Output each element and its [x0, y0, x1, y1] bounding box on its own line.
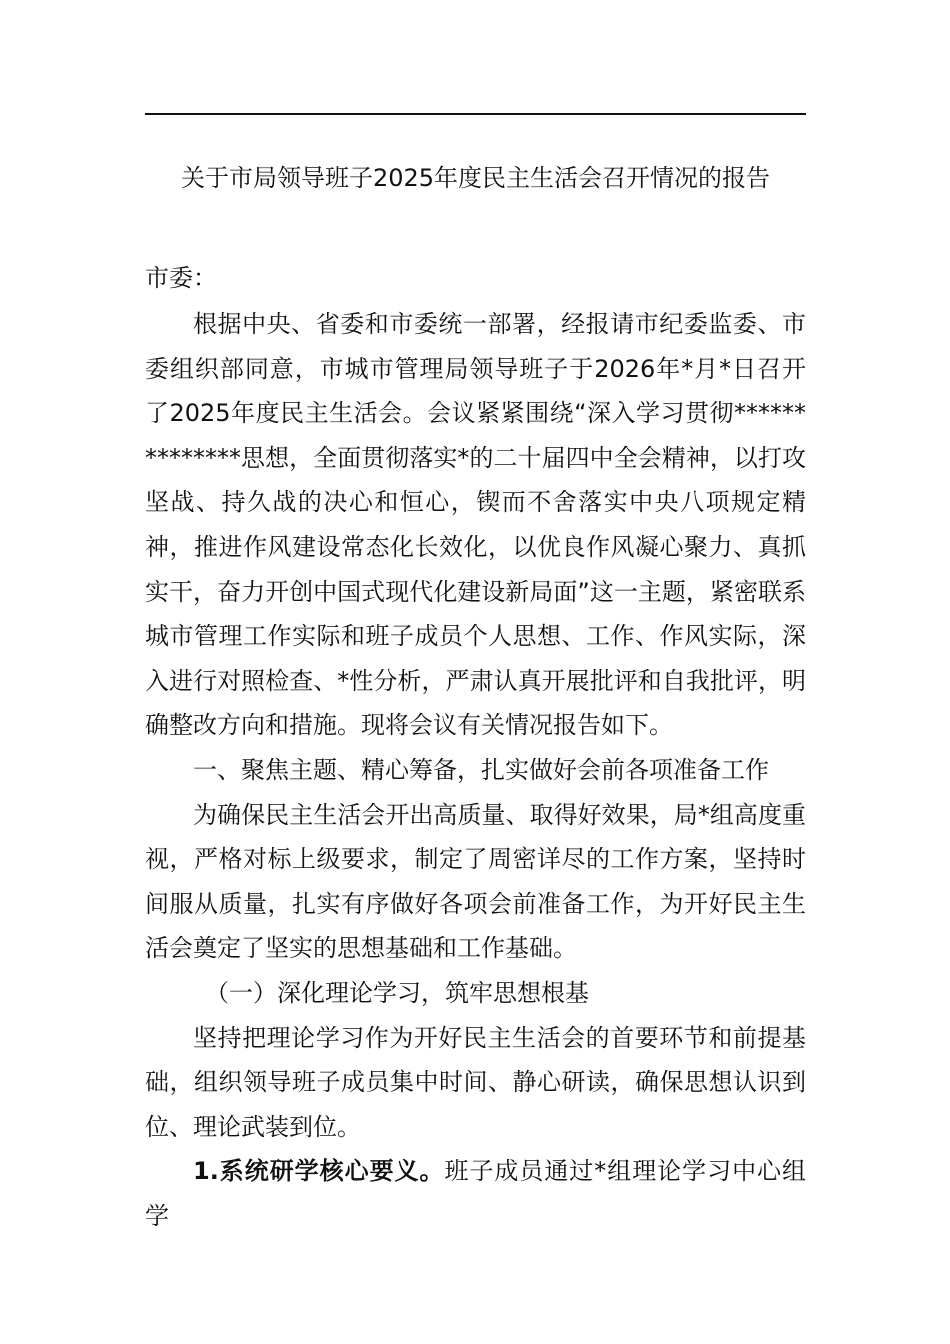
- item-1-body: 班子成员通过*组理论学习中心组学: [145, 1157, 807, 1230]
- document-body: [145, 302, 806, 1238]
- section-1-paragraph: 为确保民主生活会开出高质量、取得好效果，局*组高度重视，严格对标上级要求，制定了周密详尽的工作方案，坚持时间服从质量，扎实有序做好各项会前准备工作，为开好民主生活会奠定了坚实的思想基础和工作基础。: [145, 800, 806, 963]
- item-1-lead: 1.系统研学核心要义。: [193, 1157, 445, 1186]
- salutation: 市委：: [145, 264, 217, 292]
- intro-paragraph: 根据中央、省委和市委统一部署，经报请市纪委监委、市委组织部同意，市城市管理局领导班子于2026年*月*日召开了2025年度民主生活会。会议紧紧围绕“深入学习贯彻**************思想，全面贯彻落实*的二十届四中全会精神，以打攻坚战、持久战的决心和恒心，锲而不舍落实中央八项规定精神，推进作风建设常态化长效化，以优良作风凝心聚力、真抓实干，奋力开创中国式现代化建设新局面”这一主题，紧密联系城市管理工作实际和班子成员个人思想、工作、作风实际，深入进行对照检查、*性分析，严肃认真开展批评和自我批评，明确整改方向和措施。现将会议有关情况报告如下。: [145, 310, 806, 740]
- section-heading-1: 一、聚焦主题、精心筹备，扎实做好会前各项准备工作: [193, 755, 769, 784]
- subsection-heading-1: （一）深化理论学习，筑牢思想根基: [205, 978, 589, 1007]
- header-rule: [145, 113, 806, 115]
- document-title: 关于市局领导班子2025年度民主生活会召开情况的报告: [180, 164, 771, 192]
- subsection-1-paragraph: 坚持把理论学习作为开好民主生活会的首要环节和前提基础，组织领导班子成员集中时间、静心研读，确保思想认识到位、理论武装到位。: [145, 1023, 806, 1141]
- item-1-paragraph: [145, 1149, 806, 1238]
